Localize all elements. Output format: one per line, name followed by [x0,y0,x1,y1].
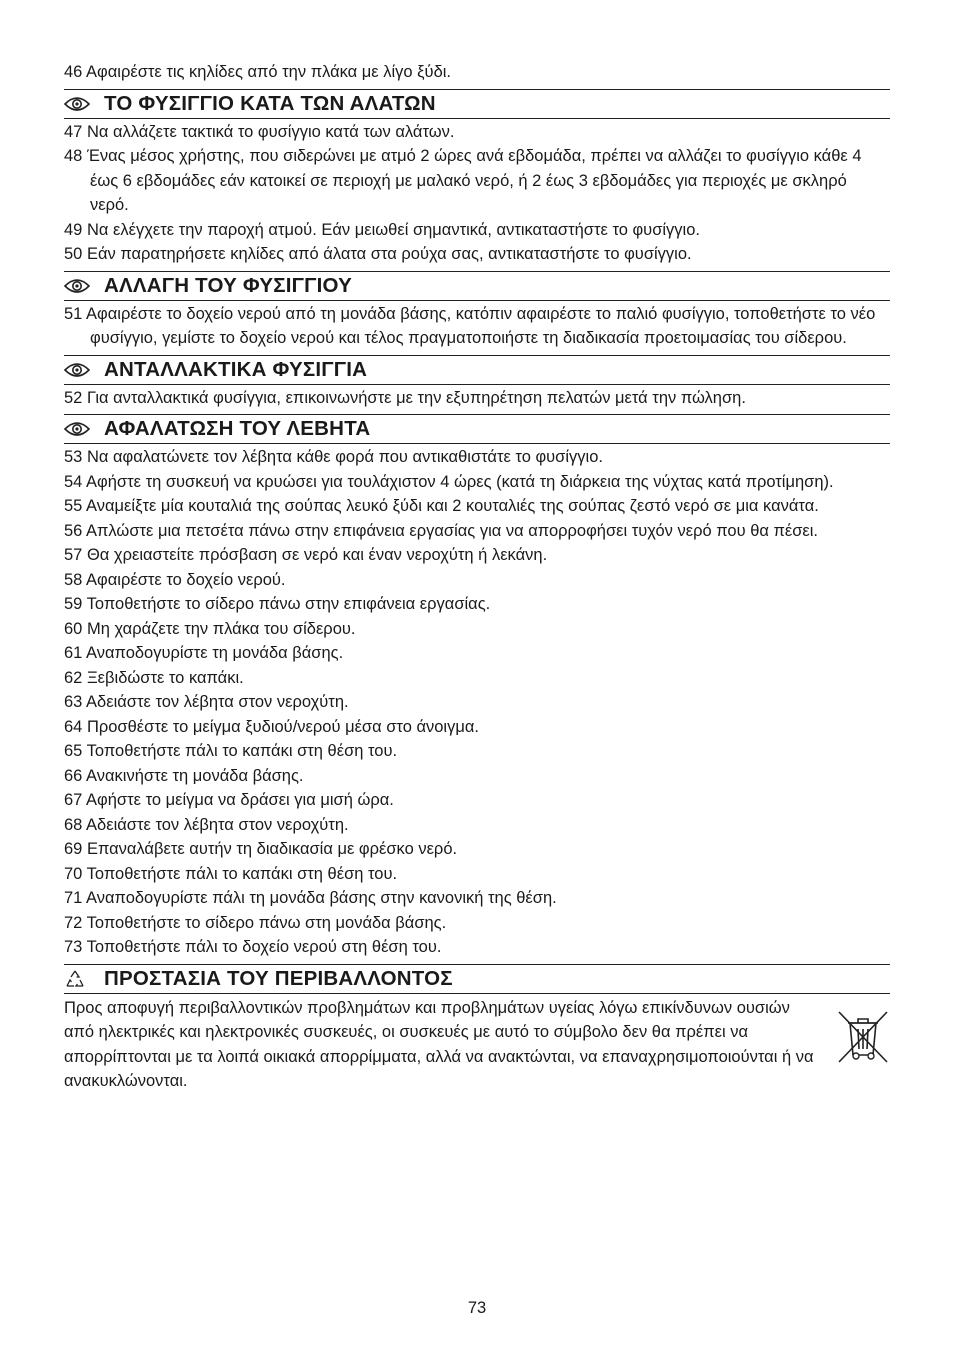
section-title: ΑΦΑΛΑΤΩΣΗ ΤΟΥ ΛΕΒΗΤΑ [104,417,371,440]
eye-icon [64,94,92,114]
crossed-out-bin-icon [836,1009,890,1065]
recycle-icon [64,969,92,989]
list-item: 64 Προσθέστε το μείγμα ξυδιού/νερού μέσα στο άνοιγμα. [64,717,479,736]
environment-block [64,995,890,1094]
section-header [64,414,890,444]
list-item: 56 Απλώστε μια πετσέτα πάνω στην επιφάνεια εργασίας για να απορροφήσει τυχόν νερό που θα πέσει. [64,521,819,540]
section-header [64,89,890,119]
list-item: 51 Αφαιρέστε το δοχείο νερού από τη μονάδα βάσης, κατόπιν αφαιρέστε το παλιό φυσίγγιο, τοποθετήστε το νέο φυσίγγιο, γεμίστε το δοχείο νερού και τέλος πραγματοποιήστε τη διαδικασία προετοιμασίας του σίδερου. [64,304,876,347]
section-title: ΤΟ ΦΥΣΙΓΓΙΟ ΚΑΤΑ ΤΩΝ ΑΛΑΤΩΝ [104,91,436,115]
section-header [64,964,890,994]
list-item: 67 Αφήστε το μείγμα να δράσει για μισή ώρα. [64,791,394,809]
list-item: 73 Τοποθετήστε πάλι το δοχείο νερού στη θέση του. [64,938,442,956]
section-title: ΑΛΛΑΓΗ ΤΟΥ ΦΥΣΙΓΓΙΟΥ [104,273,352,297]
eye-icon [64,360,92,380]
list-item: 53 Να αφαλατώνετε τον λέβητα κάθε φορά που αντικαθιστάτε το φυσίγγιο. [64,448,603,466]
eye-icon [64,276,92,296]
list-item: 61 Αναποδογυρίστε τη μονάδα βάσης. [64,644,344,662]
list-item: 47 Να αλλάζετε τακτικά το φυσίγγιο κατά των αλάτων. [64,122,455,141]
section-header [64,271,890,301]
list-item: 54 Αφήστε τη συσκευή να κρυώσει για τουλάχιστον 4 ώρες (κατά τη διάρκεια της νύχτας κατά προτίμηση). [64,472,834,491]
list-item: 72 Τοποθετήστε το σίδερο πάνω στη μονάδα βάσης. [64,913,447,932]
page-number: 73 [467,1299,487,1317]
list-item: 71 Αναποδογυρίστε πάλι τη μονάδα βάσης στην κανονική της θέση. [64,889,557,907]
list-item: 57 Θα χρειαστείτε πρόσβαση σε νερό και έναν νεροχύτη ή λεκάνη. [64,546,548,564]
descale-list [64,445,890,960]
list-item: 62 Ξεβιδώστε το καπάκι. [64,668,244,687]
list-item: 55 Αναμείξτε μία κουταλιά της σούπας λευκό ξύδι και 2 κουταλιές της σούπας ζεστό νερό σε μια κανάτα. [64,497,819,515]
list-item: 63 Αδειάστε τον λέβητα στον νεροχύτη. [64,693,349,711]
list-item: 50 Εάν παρατηρήσετε κηλίδες από άλατα στα ρούχα σας, αντικαταστήστε το φυσίγγιο. [64,245,692,263]
section-title: ΑΝΤΑΛΛΑΚΤΙΚΑ ΦΥΣΙΓΓΙΑ [104,357,368,381]
list-item: 60 Μη χαράζετε την πλάκα του σίδερου. [64,619,356,638]
list-item: 66 Ανακινήστε τη μονάδα βάσης. [64,766,304,785]
list-item: 58 Αφαιρέστε το δοχείο νερού. [64,570,286,589]
section-title: ΠΡΟΣΤΑΣΙΑ ΤΟΥ ΠΕΡΙΒΑΛΛΟΝΤΟΣ [104,966,453,990]
environment-text: Προς αποφυγή περιβαλλοντικών προβλημάτων και προβλημάτων υγείας λόγω επικίνδυνων ουσιών από ηλεκτρικές και ηλεκτρονικές συσκευές, οι συσκευές με αυτό το σύμβολο δεν θα πρέπει να απορρίπτονται με τα λοιπά οικιακά απορρίμματα, αλλά να ανακτώνται, να επαναχρησιμοποιούνται ή να ανακυκλώνονται. [64,998,814,1090]
list-item: 46 Αφαιρέστε τις κηλίδες από την πλάκα με λίγο ξύδι. [64,63,452,81]
list-item: 59 Τοποθετήστε το σίδερο πάνω στην επιφάνεια εργασίας. [64,595,491,613]
list-item: 48 Ένας μέσος χρήστης, που σιδερώνει με ατμό 2 ώρες ανά εβδομάδα, πρέπει να αλλάζει το φυσίγγιο κάθε 4 έως 6 εβδομάδες εάν κατοικεί σε περιοχή με μαλακό νερό, ή 2 έως 3 εβδομάδες για περιοχές με σκληρό νερό. [64,147,862,214]
section-header [64,355,890,385]
list-item: 69 Επαναλάβετε αυτήν τη διαδικασία με φρέσκο νερό. [64,840,458,858]
list-item: 70 Τοποθετήστε πάλι το καπάκι στη θέση του. [64,864,398,883]
document-page [64,60,890,1094]
eye-icon [64,419,92,439]
list-item: 65 Τοποθετήστε πάλι το καπάκι στη θέση του. [64,742,398,760]
list-item: 52 Για ανταλλακτικά φυσίγγια, επικοινωνήστε με την εξυπηρέτηση πελατών μετά την πώληση. [64,388,746,407]
list-item: 68 Αδειάστε τον λέβητα στον νεροχύτη. [64,815,349,834]
list-item: 49 Να ελέγχετε την παροχή ατμού. Εάν μειωθεί σημαντικά, αντικαταστήστε το φυσίγγιο. [64,220,700,239]
